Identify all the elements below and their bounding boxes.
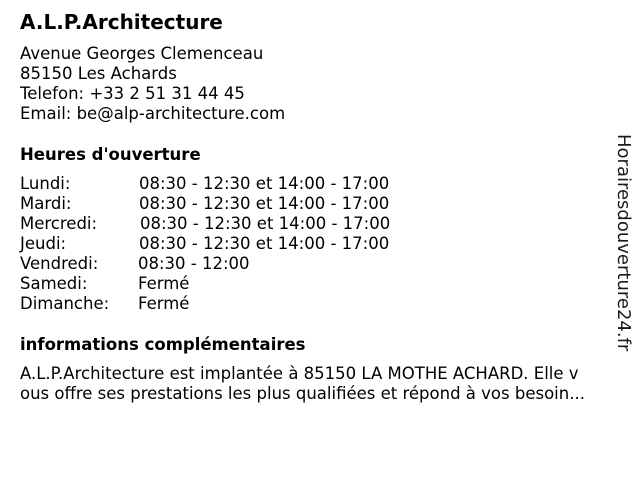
hours-day-label: Samedi:: [20, 274, 88, 293]
business-phone: Telefon: +33 2 51 31 44 45: [20, 84, 245, 103]
business-email: Email: be@alp-architecture.com: [20, 104, 286, 123]
hours-time-value: 08:30 - 12:30 et 14:00 - 17:00: [140, 214, 391, 233]
hours-time-value: 08:30 - 12:00: [138, 254, 250, 273]
hours-time-value: 08:30 - 12:30 et 14:00 - 17:00: [139, 194, 390, 213]
hours-row-friday: [20, 254, 440, 274]
hours-row-wednesday: [20, 214, 440, 234]
business-street: Avenue Georges Clemenceau: [20, 44, 264, 63]
info-description-line: ous offre ses prestations les plus qualifiées et répond à vos besoin...: [20, 384, 585, 403]
info-description-line: A.L.P.Architecture est implantée à 85150 LA MOTHE ACHARD. Elle v: [20, 364, 579, 383]
info-description: [20, 364, 620, 404]
hours-time-value: 08:30 - 12:30 et 14:00 - 17:00: [139, 234, 390, 253]
hours-time-value: Fermé: [138, 274, 190, 293]
business-name: A.L.P.Architecture: [20, 10, 223, 34]
info-heading: informations complémentaires: [20, 335, 306, 354]
site-watermark: Horairesdouverture24.fr: [613, 134, 634, 352]
hours-row-tuesday: [20, 194, 440, 214]
hours-day-label: Mardi:: [20, 194, 72, 213]
hours-row-monday: [20, 174, 440, 194]
hours-day-label: Vendredi:: [20, 254, 99, 273]
hours-day-label: Dimanche:: [20, 294, 110, 313]
hours-row-thursday: [20, 234, 440, 254]
hours-day-label: Jeudi:: [20, 234, 67, 253]
hours-row-sunday: [20, 294, 440, 314]
hours-day-label: Lundi:: [20, 174, 71, 193]
hours-row-saturday: [20, 274, 440, 294]
hours-day-label: Mercredi:: [20, 214, 98, 233]
business-city: 85150 Les Achards: [20, 64, 177, 83]
hours-heading: Heures d'ouverture: [20, 145, 201, 164]
hours-time-value: 08:30 - 12:30 et 14:00 - 17:00: [139, 174, 390, 193]
hours-time-value: Fermé: [138, 294, 190, 313]
